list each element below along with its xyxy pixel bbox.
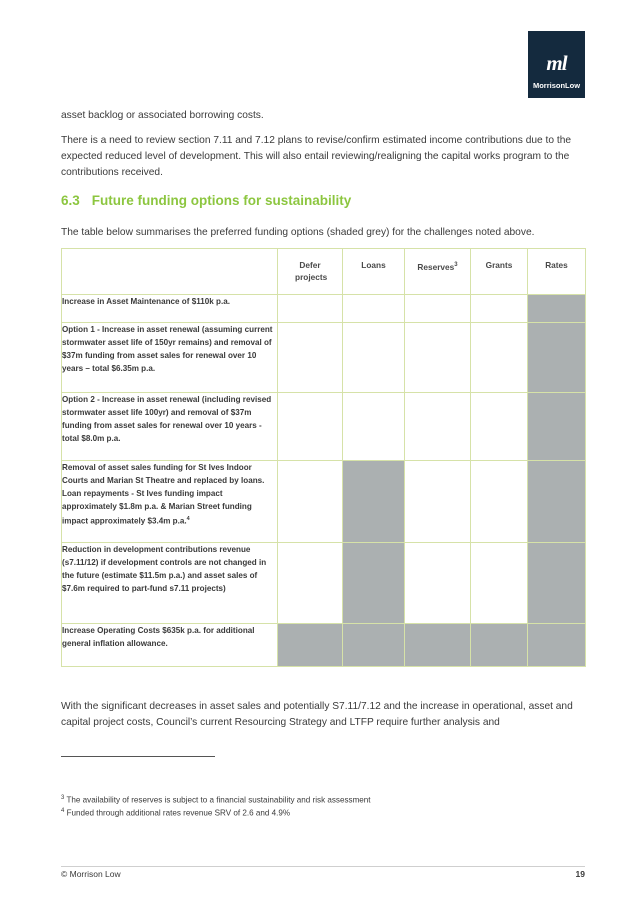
cell-loans [343,624,405,667]
continuation-paragraph: asset backlog or associated borrowing costs. [61,110,264,121]
logo-wordmark: MorrisonLow [532,81,581,90]
header-defer-projects: Defer projects [278,249,343,295]
cell-grants [471,393,528,461]
cell-reserves [405,323,471,393]
footnote-4: $^4$ Funded through additional rates revenue SRV of 2.6 and 4.9% [61,808,291,818]
cell-reserves [405,461,471,543]
footer-copyright: © Morrison Low [61,869,121,879]
cell-defer [278,461,343,543]
cell-rates [528,624,586,667]
cell-rates [528,323,586,393]
cell-defer [278,393,343,461]
cell-grants [471,461,528,543]
cell-grants [471,295,528,323]
cell-defer [278,624,343,667]
cell-loans [343,323,405,393]
review-paragraph: There is a need to review section 7.11 and 7.12 plans to revise/confirm estimated income contributions due to the expected reduced level of development. This will also entail reviewing/realigning the capital works program to the contributions received. [61,135,572,178]
footer-divider [61,866,585,867]
header-reserves: Reserves$^3$ [405,249,471,295]
cell-grants [471,543,528,624]
header-grants: Grants [471,249,528,295]
cell-defer [278,295,343,323]
table-row [62,393,586,461]
footnote-ref: 4 [186,516,190,522]
page-number: 19 [575,869,585,879]
cell-loans [343,393,405,461]
cell-rates [528,461,586,543]
row-label: Option 1 - Increase in asset renewal (assuming current stormwater asset life of 150yr remains) and removal of $37m funding from asset sales for renewal over 10 years – total $6.35m p.a. [62,323,278,393]
cell-grants [471,624,528,667]
section-title: Future funding options for sustainability [91,193,352,208]
header-rates: Rates [528,249,586,295]
header-challenge [62,249,278,295]
footnote-ref: 3 [454,262,458,268]
row-label: Increase Operating Costs $635k p.a. for additional general inflation allowance. [62,624,278,667]
cell-grants [471,323,528,393]
table-header-row [62,249,586,295]
cell-loans [343,295,405,323]
cell-rates [528,393,586,461]
footnote-3: $^3$ The availability of reserves is subject to a financial sustainability and risk assessment [61,795,371,805]
cell-reserves [405,543,471,624]
cell-defer [278,323,343,393]
cell-loans [343,543,405,624]
table-row [62,295,586,323]
cell-defer [278,543,343,624]
cell-rates [528,543,586,624]
row-label: Increase in Asset Maintenance of $110k p.a. [62,295,278,323]
cell-loans [343,461,405,543]
header-loans: Loans [343,249,405,295]
footnote-divider [61,756,215,757]
row-label: Reduction in development contributions revenue (s7.11/12) if development controls are not changed in the future (estimate $11.5m p.a.) and asset sales of $7.6m required to part-fund s7.11 projects) [62,543,278,624]
section-heading [61,193,351,208]
funding-options-table [61,248,586,667]
cell-reserves [405,295,471,323]
table-row [62,323,586,393]
section-number: 6.3 [61,193,80,208]
table-row [62,461,586,543]
row-label: Option 2 - Increase in asset renewal (including revised stormwater asset life 100yr) and removal of $37m funding from asset sales for renewal over 10 years - total $8.0m p.a. [62,393,278,461]
row-label: Removal of asset sales funding for St Ives Indoor Courts and Marian St Theatre and replaced by loans. Loan repayments - St Ives funding impact approximately $1.8m p.a. & Marian Street funding impact approximately $3.4m p.a.$^4$ [62,461,278,543]
table-row [62,543,586,624]
table-row [62,624,586,667]
cell-reserves [405,393,471,461]
cell-rates [528,295,586,323]
logo-mark: ml [546,51,567,75]
closing-paragraph: With the significant decreases in asset sales and potentially S7.11/7.12 and the increase in operational, asset and capital project costs, Council’s current Resourcing Strategy and LTFP require further analysis and [61,701,573,728]
morrison-low-logo [528,31,585,98]
table-intro-paragraph: The table below summarises the preferred funding options (shaded grey) for the challenges noted above. [61,227,535,238]
cell-reserves [405,624,471,667]
